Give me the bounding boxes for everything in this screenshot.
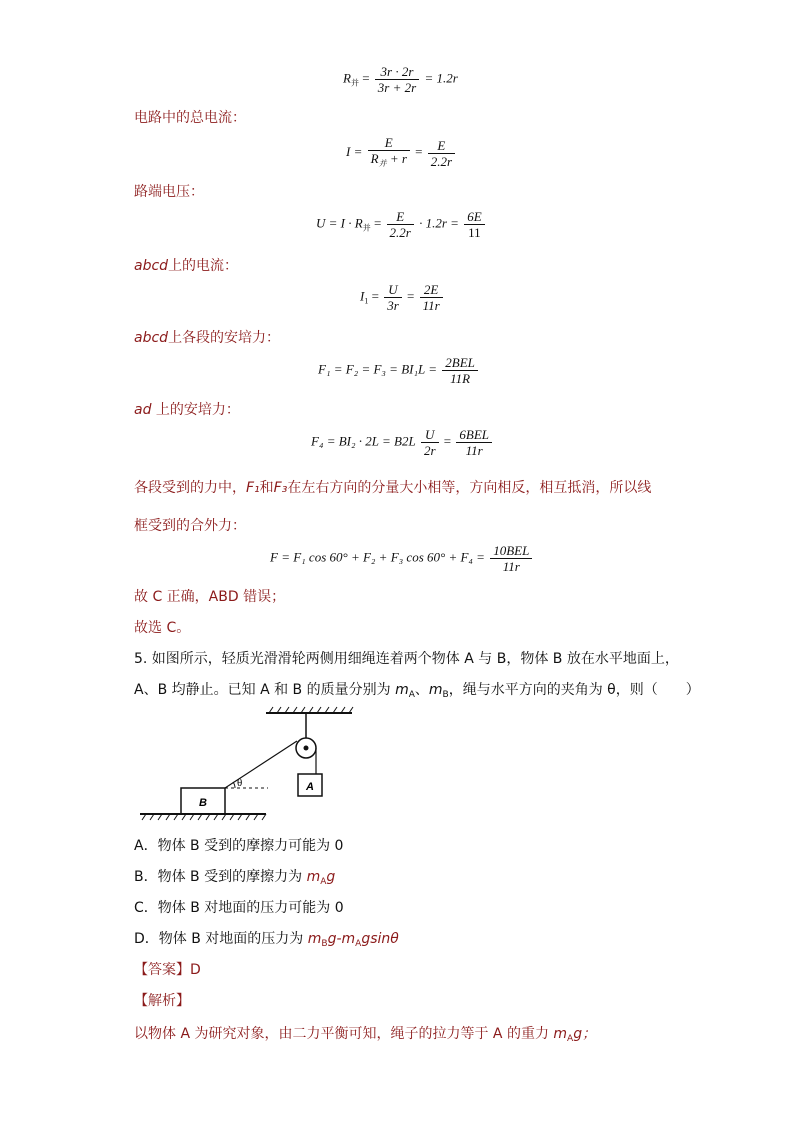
- text-force-paragraph-line2: 框受到的合外力：: [134, 518, 246, 534]
- block-a-label: A: [306, 781, 314, 793]
- text-choose: 故选 C。: [134, 620, 191, 636]
- option-b: B．物体 B 受到的摩擦力为 $m_Ag$: [134, 869, 336, 887]
- text-total-current: 电路中的总电流：: [134, 110, 246, 126]
- equation-net-force: F = F₁ cos 60° + F₂ + F₃ cos 60° + F₄ = $\frac{\text{10BEL}}{11r}$: [270, 543, 534, 574]
- question-5-line2: A、B 均静止。已知 A 和 B 的质量分别为 $m_A$、$m_B$，绳与水平方向的夹角为 θ，则（ ）: [134, 682, 700, 700]
- answer-value: D: [190, 962, 201, 978]
- option-c: C．物体 B 对地面的压力可能为 0: [134, 900, 344, 916]
- angle-arc: [233, 782, 235, 788]
- equation-r-parallel: $R_并$ = $\frac{3r \cdot 2r}{3r + 2r}$ = 1.2r: [343, 64, 458, 95]
- rope-to-b: [225, 741, 297, 788]
- angle-label: θ: [237, 777, 243, 789]
- equation-voltage: $U = I \cdot R_并$ = $\frac{E}{2.2r}$ · 1.2r = $\frac{6E}{11}$: [316, 209, 487, 240]
- equation-f4: F₄ = BI₂ ∙ 2L = B2L $\frac{U}{2r}$ = $\frac{\text{6BEL}}{11r}$: [311, 427, 494, 458]
- option-d: D．物体 B 对地面的压力为 $m_Bg-m_Agsin\theta$: [134, 931, 399, 949]
- question-5-line1: 5. 如图所示，轻质光滑滑轮两侧用细绳连着两个物体 A 与 B，物体 B 放在水平地面上，: [134, 651, 679, 667]
- analysis-label: 【解析】: [134, 993, 190, 1009]
- option-a: A．物体 B 受到的摩擦力可能为 0: [134, 838, 344, 854]
- text-ad-force: ad 上的安培力：: [134, 402, 240, 418]
- text-conclusion: 故 C 正确，ABD 错误；: [134, 589, 286, 605]
- pulley-diagram: [134, 704, 374, 824]
- equation-current: I = $\frac{E}{R_并 + r}$ = $\frac{E}{2.2r}$: [346, 135, 457, 171]
- answer-label: 【答案】: [134, 962, 190, 978]
- text-abcd-force: abcd上各段的安培力：: [134, 330, 281, 346]
- analysis-text: 以物体 A 为研究对象，由二力平衡可知，绳子的拉力等于 A 的重力 $m_Ag$；: [134, 1026, 597, 1044]
- text-abcd-current: abcd上的电流：: [134, 258, 239, 274]
- text-force-paragraph-line1: 各段受到的力中，F₁和F₃在左右方向的分量大小相等，方向相反，相互抵消，所以线: [134, 480, 652, 496]
- equation-i1: $I_1$ = $\frac{U}{3r}$ = $\frac{2E}{11r}$: [360, 282, 445, 313]
- block-b-label: B: [199, 797, 207, 809]
- equation-f123: F₁ = F₂ = F₃ = BI₁L = $\frac{\text{2BEL}}{11R}$: [318, 355, 480, 386]
- answer-line: [134, 960, 201, 980]
- pulley-axle: [304, 746, 309, 751]
- text-terminal-voltage: 路端电压：: [134, 184, 204, 200]
